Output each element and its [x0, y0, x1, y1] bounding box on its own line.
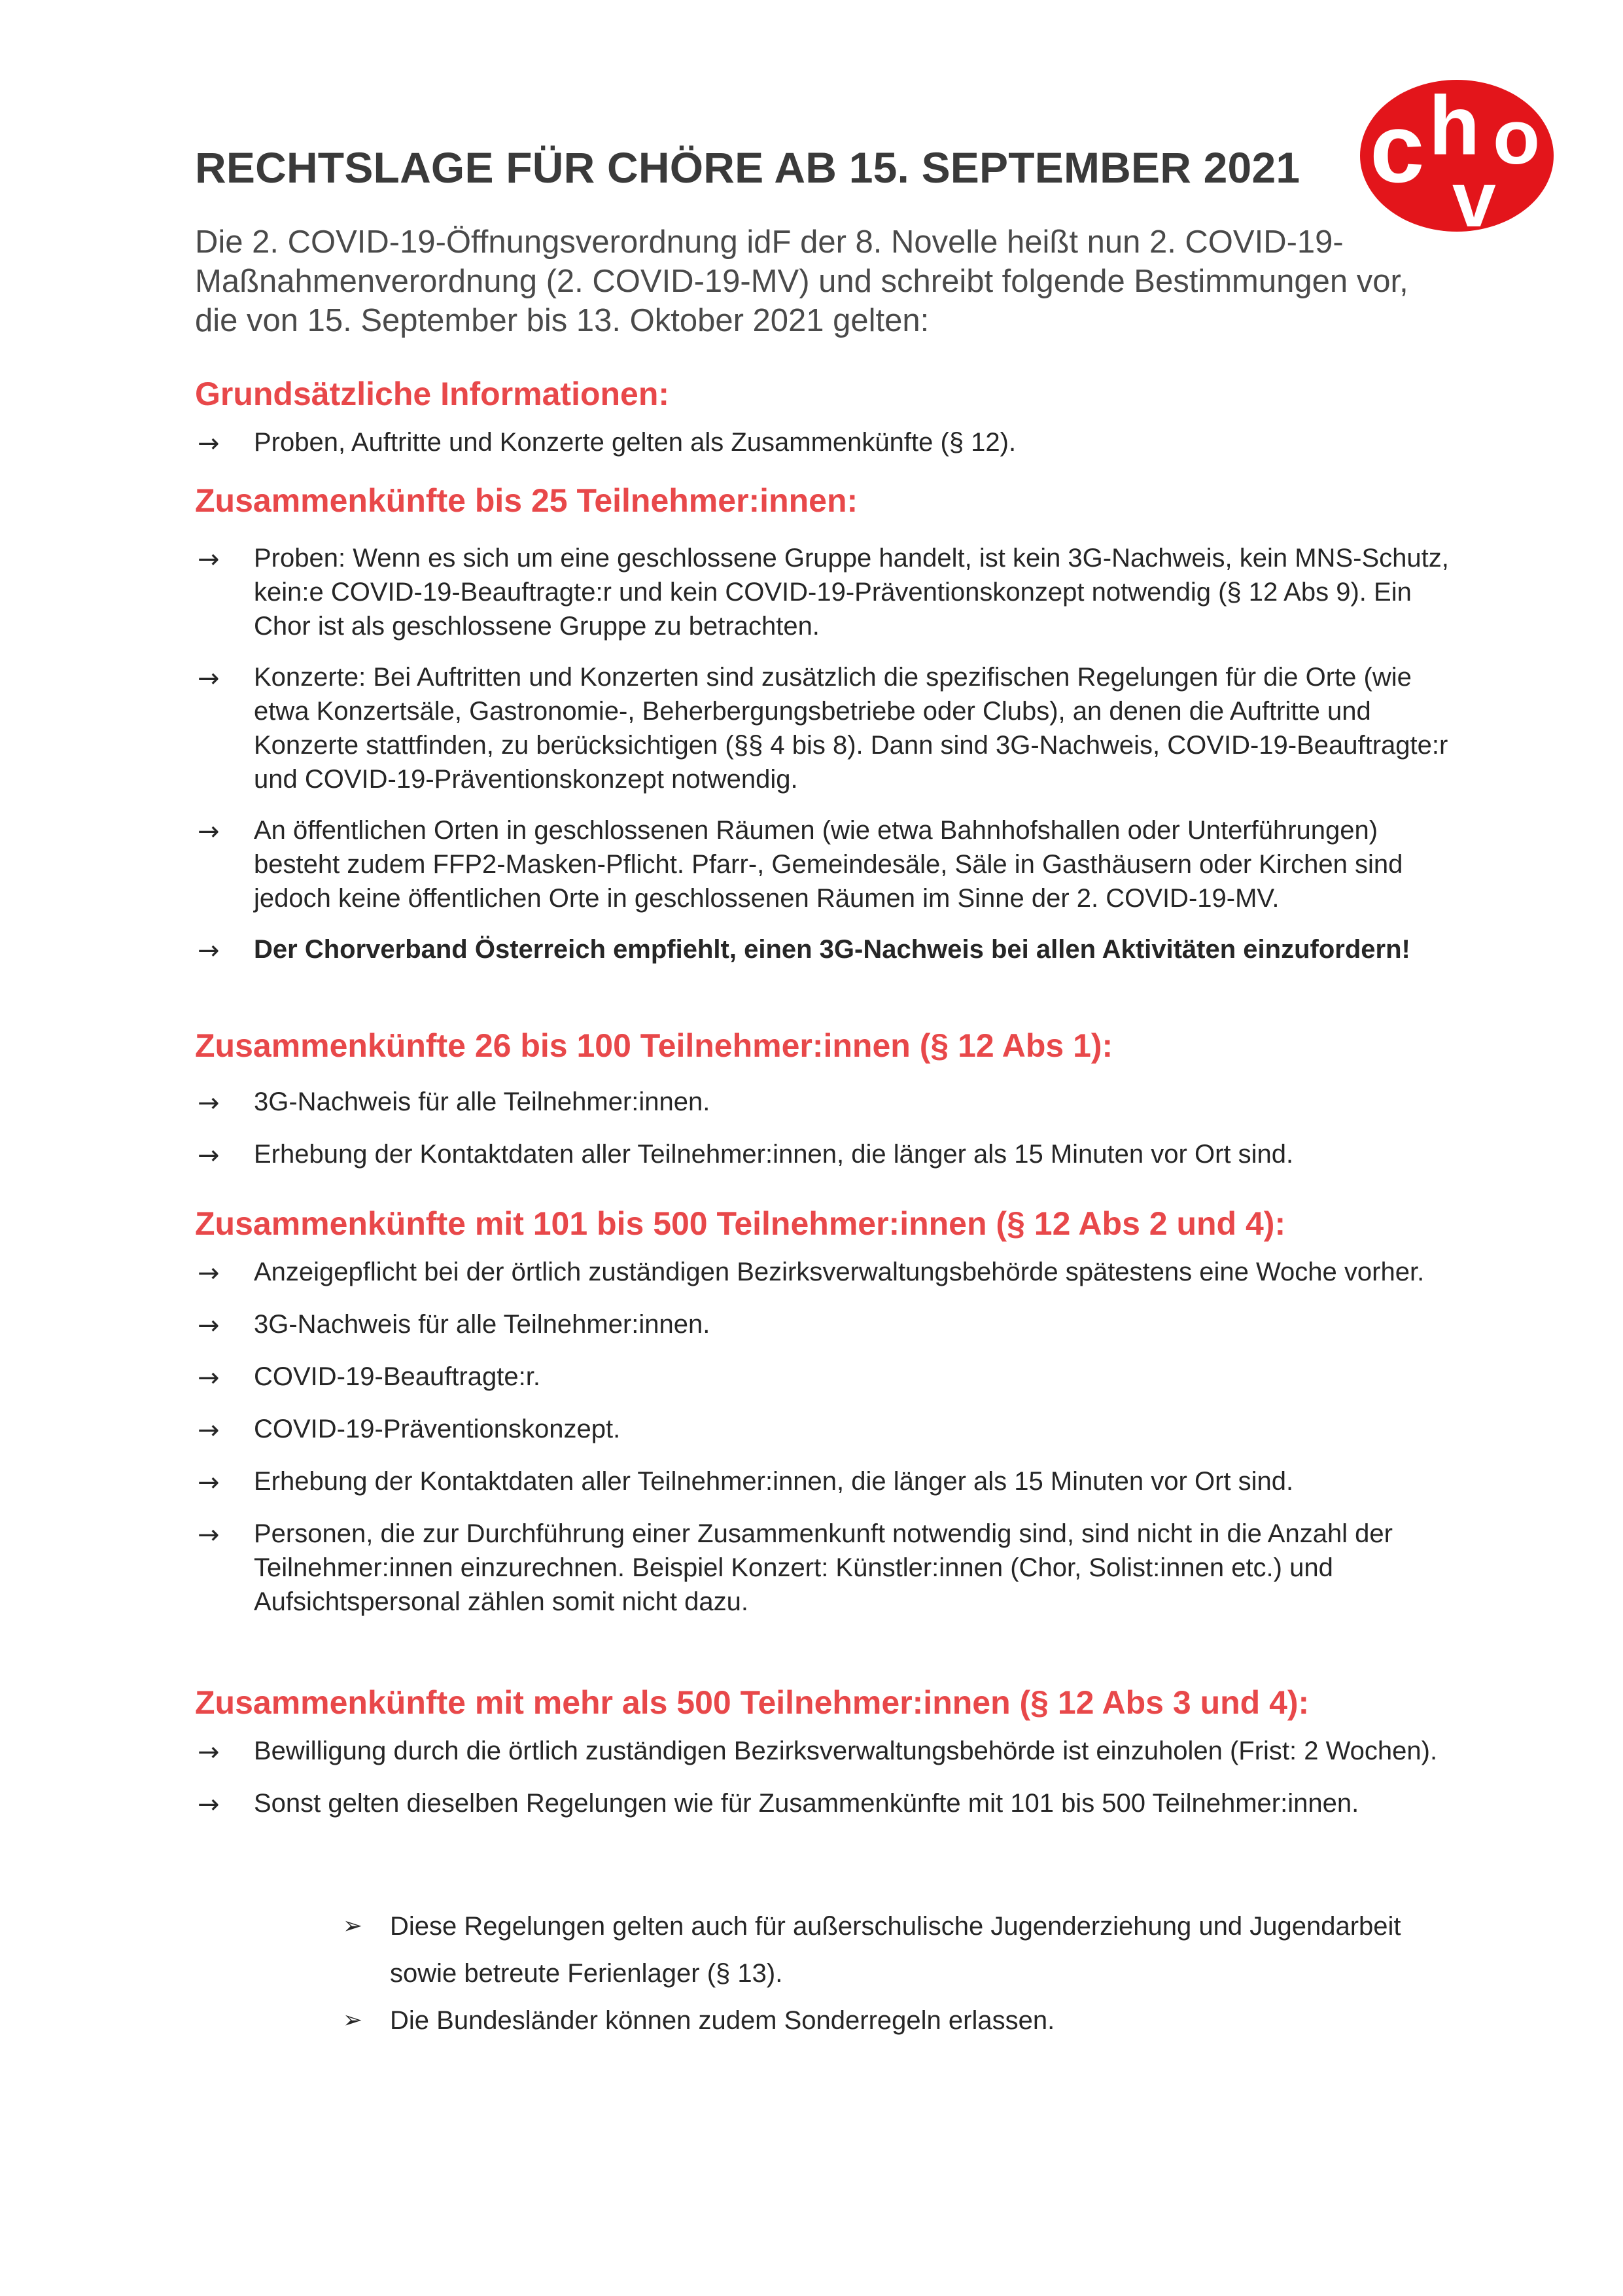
arrow-right-icon: →: [198, 817, 220, 847]
arrow-right-icon: →: [198, 1737, 220, 1767]
list-item: [195, 1517, 1451, 1619]
list-item: [195, 1085, 1451, 1119]
list-item-text: Proben, Auftritte und Konzerte gelten als Zusammenkünfte (§ 12).: [254, 428, 1017, 457]
list-item: [195, 813, 1451, 915]
arrow-right-icon: →: [198, 1258, 220, 1288]
arrow-right-icon: →: [198, 1468, 220, 1498]
list-item-text: An öffentlichen Orten in geschlossenen Räumen (wie etwa Bahnhofshallen oder Unterführungen) besteht zudem FFP2-Masken-Pflicht. Pfarr-, Gemeindesäle, Säle in Gasthäusern oder Kirchen sind jedoch keine öffentlichen Orte in geschlossenen Räumen im Sinne der 2. COVID-19-MV.: [254, 816, 1403, 913]
note-item: [340, 1997, 1452, 2044]
section-101-to-500: [195, 1204, 1451, 1619]
list-item-text: Anzeigepflicht bei der örtlich zuständigen Bezirksverwaltungsbehörde spätestens eine Woche vorher.: [254, 1258, 1425, 1286]
list-item-text: COVID-19-Beauftragte:r.: [254, 1362, 540, 1391]
section-heading: Zusammenkünfte 26 bis 100 Teilnehmer:innen (§ 12 Abs 1):: [195, 1027, 1113, 1064]
list-item-text: Sonst gelten dieselben Regelungen wie für Zusammenkünfte mit 101 bis 500 Teilnehmer:innen.: [254, 1789, 1359, 1818]
list-item-text: COVID-19-Präventionskonzept.: [254, 1415, 621, 1443]
arrow-right-icon: →: [198, 1140, 220, 1171]
list-item-text: Personen, die zur Durchführung einer Zusammenkunft notwendig sind, sind nicht in die Anzahl der Teilnehmer:innen einzurechnen. Beispiel Konzert: Künstler:innen (Chor, Solist:innen etc.) und Aufsichtspersonal zählen somit nicht dazu.: [254, 1519, 1393, 1616]
list-item-text: Bewilligung durch die örtlich zuständigen Bezirksverwaltungsbehörde ist einzuholen (Frist: 2 Wochen).: [254, 1737, 1438, 1765]
logo-letter-o: o: [1493, 94, 1541, 181]
arrow-right-icon: →: [198, 429, 220, 459]
arrow-right-icon: →: [198, 1790, 220, 1820]
arrow-right-icon: →: [198, 1415, 220, 1445]
list-item: [195, 1307, 1451, 1341]
list-item-text: Der Chorverband Österreich empfiehlt, einen 3G-Nachweis bei allen Aktivitäten einzufordern!: [254, 935, 1410, 964]
notes-list: [340, 1903, 1452, 2044]
arrowhead-bullet-icon: ➢: [343, 2007, 363, 2034]
section-heading: Zusammenkünfte mit mehr als 500 Teilnehmer:innen (§ 12 Abs 3 und 4):: [195, 1684, 1310, 1721]
section-basic-info: [195, 374, 1451, 459]
section-up-to-25: [195, 481, 1451, 966]
logo-letter-v: v: [1452, 156, 1496, 234]
arrowhead-bullet-icon: ➢: [343, 1913, 363, 1939]
list-item-text: Konzerte: Bei Auftritten und Konzerten sind zusätzlich die spezifischen Regelungen für die Orte (wie etwa Konzertsäle, Gastronomie-, Beherbergungsbetriebe oder Clubs), an denen die Auftritte und Konzerte stattfinden, zu berücksichtigen (§§ 4 bis 8). Dann sind 3G-Nachweis, COVID-19-Beauftragte:r und COVID-19-Präventionskonzept notwendig.: [254, 663, 1448, 794]
list-item-recommendation: [195, 932, 1451, 966]
list-item: [195, 660, 1451, 796]
arrow-right-icon: →: [198, 663, 220, 694]
logo-letter-h: h: [1429, 79, 1480, 173]
section-heading: Zusammenkünfte bis 25 Teilnehmer:innen:: [195, 482, 858, 519]
section-over-500: [195, 1683, 1451, 1820]
note-text: Diese Regelungen gelten auch für außerschulische Jugenderziehung und Jugendarbeit sowie betreute Ferienlager (§ 13).: [390, 1912, 1401, 1988]
note-item: [340, 1903, 1452, 1997]
list-item-text: Erhebung der Kontaktdaten aller Teilnehmer:innen, die länger als 15 Minuten vor Ort sind.: [254, 1467, 1294, 1496]
list-item-text: Proben: Wenn es sich um eine geschlossene Gruppe handelt, ist kein 3G-Nachweis, kein MNS-Schutz, kein:e COVID-19-Beauftragte:r und kein COVID-19-Präventionskonzept notwendig (§ 12 Abs 9). Ein Chor ist als geschlossene Gruppe zu betrachten.: [254, 544, 1449, 641]
list-item: [195, 1255, 1451, 1289]
list-item: [195, 1464, 1451, 1498]
list-item: [195, 1360, 1451, 1394]
arrow-right-icon: →: [198, 544, 220, 574]
arrow-right-icon: →: [198, 936, 220, 966]
page-title: RECHTSLAGE FÜR CHÖRE AB 15. SEPTEMBER 2021: [195, 143, 1300, 192]
list-item: [195, 1137, 1451, 1171]
note-text: Die Bundesländer können zudem Sonderregeln erlassen.: [390, 2006, 1055, 2035]
section-heading: Grundsätzliche Informationen:: [195, 376, 670, 412]
list-item: [195, 1786, 1451, 1820]
list-item: [195, 425, 1451, 459]
list-item-text: 3G-Nachweis für alle Teilnehmer:innen.: [254, 1310, 710, 1339]
logo-letter-c: c: [1370, 93, 1425, 203]
arrow-right-icon: →: [198, 1363, 220, 1393]
section-heading: Zusammenkünfte mit 101 bis 500 Teilnehmer:innen (§ 12 Abs 2 und 4):: [195, 1205, 1286, 1242]
list-item-text: Erhebung der Kontaktdaten aller Teilnehmer:innen, die länger als 15 Minuten vor Ort sind.: [254, 1140, 1294, 1169]
list-item: [195, 1734, 1451, 1768]
chorverband-logo-icon: [1355, 77, 1558, 234]
arrow-right-icon: →: [198, 1088, 220, 1118]
intro-paragraph: Die 2. COVID-19-Öffnungsverordnung idF der 8. Novelle heißt nun 2. COVID-19-Maßnahmenverordnung (2. COVID-19-MV) und schreibt folgende Bestimmungen vor, die von 15. September bis 13. Oktober 2021 gelten:: [195, 224, 1408, 338]
arrow-right-icon: →: [198, 1520, 220, 1550]
arrow-right-icon: →: [198, 1311, 220, 1341]
list-item: [195, 1412, 1451, 1446]
list-item-text: 3G-Nachweis für alle Teilnehmer:innen.: [254, 1087, 710, 1116]
section-26-to-100: [195, 1026, 1451, 1171]
list-item: [195, 541, 1451, 643]
